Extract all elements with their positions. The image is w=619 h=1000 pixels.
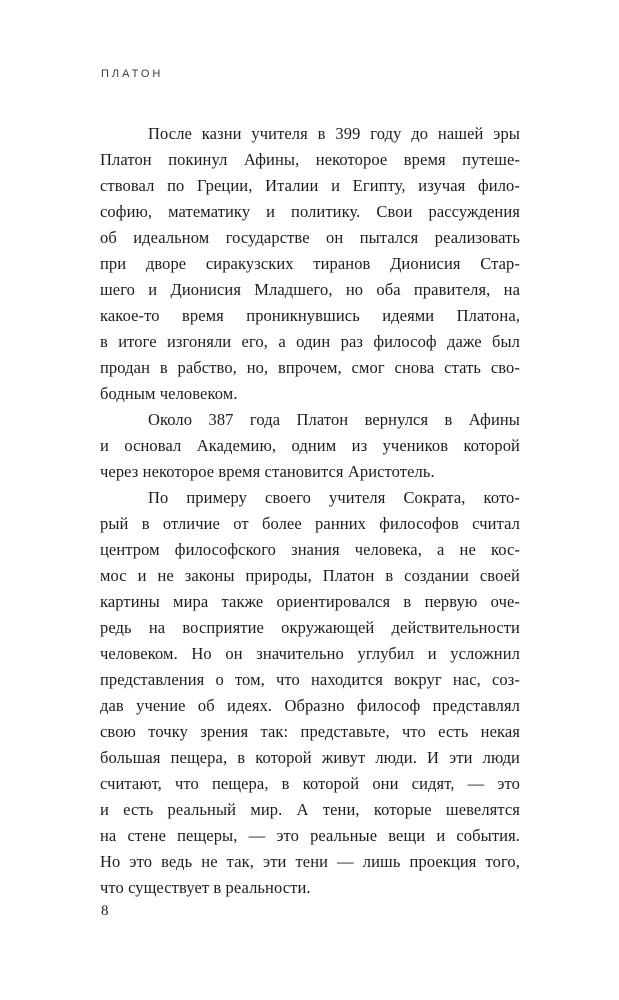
text-line: человеком. Но он значительно углубил и усложнил bbox=[100, 644, 520, 663]
text-line: дав учение об идеях. Образно философ представлял bbox=[100, 696, 520, 715]
text-line: софию, математику и политику. Свои рассуждения bbox=[100, 202, 520, 221]
text-line: Платон покинул Афины, некоторое время путеше- bbox=[100, 150, 520, 169]
text-line: и есть реальный мир. А тени, которые шевелятся bbox=[100, 800, 520, 819]
page-number: 8 bbox=[101, 903, 109, 919]
text-line: ствовал по Греции, Италии и Египту, изучая фило- bbox=[100, 176, 520, 195]
text-block bbox=[100, 121, 520, 901]
text-line: представления о том, что находится вокруг нас, соз- bbox=[100, 670, 520, 689]
text-line: мос и не законы природы, Платон в создании своей bbox=[100, 566, 520, 585]
text-line: считают, что пещера, в которой они сидят, — это bbox=[100, 774, 520, 793]
paragraph bbox=[100, 407, 520, 485]
text-line: шего и Дионисия Младшего, но оба правителя, на bbox=[100, 280, 520, 299]
text-line: картины мира также ориентировался в первую оче- bbox=[100, 592, 520, 611]
text-line: рый в отличие от более ранних философов считал bbox=[100, 514, 520, 533]
text-line: какое-то время проникнувшись идеями Платона, bbox=[100, 306, 520, 325]
paragraph bbox=[100, 121, 520, 407]
text-line: бодным человеком. bbox=[100, 384, 238, 403]
text-line: на стене пещеры, — это реальные вещи и события. bbox=[100, 826, 520, 845]
text-line: Но это ведь не так, эти тени — лишь проекция того, bbox=[100, 852, 520, 871]
text-line: После казни учителя в 399 году до нашей эры bbox=[148, 124, 520, 143]
text-line: свою точку зрения так: представьте, что есть некая bbox=[100, 722, 520, 741]
text-line: при дворе сиракузских тиранов Дионисия Стар- bbox=[100, 254, 520, 273]
text-line: центром философского знания человека, а не кос- bbox=[100, 540, 520, 559]
text-line: через некоторое время становится Аристотель. bbox=[100, 462, 435, 481]
text-line: Около 387 года Платон вернулся в Афины bbox=[148, 410, 520, 429]
text-line: и основал Академию, одним из учеников которой bbox=[100, 436, 520, 455]
text-line: По примеру своего учителя Сократа, кото- bbox=[148, 488, 520, 507]
text-line: большая пещера, в которой живут люди. И эти люди bbox=[100, 748, 520, 767]
text-line: продан в рабство, но, впрочем, смог снова стать сво- bbox=[100, 358, 520, 377]
text-line: в итоге изгоняли его, а один раз философ даже был bbox=[100, 332, 520, 351]
text-line: об идеальном государстве он пытался реализовать bbox=[100, 228, 520, 247]
text-line: что существует в реальности. bbox=[100, 878, 311, 897]
text-line: редь на восприятие окружающей действительности bbox=[100, 618, 520, 637]
paragraph bbox=[100, 485, 520, 901]
running-header: ПЛАТОН bbox=[101, 68, 164, 80]
